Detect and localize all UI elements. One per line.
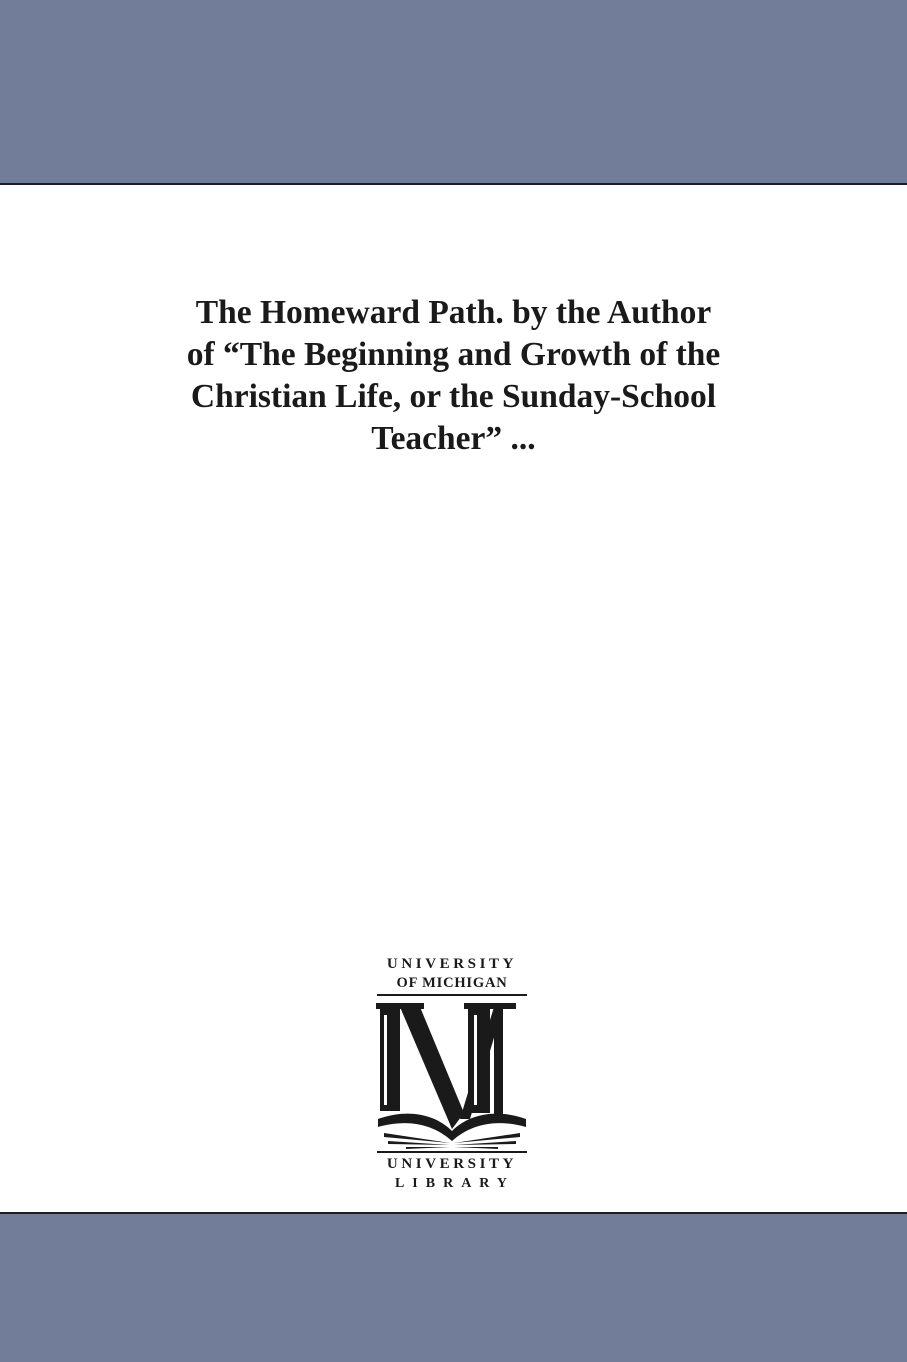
logo-text-university-top: UNIVERSITY xyxy=(386,956,518,972)
book-title xyxy=(60,292,847,460)
bottom-color-band xyxy=(0,1212,907,1362)
university-library-logo xyxy=(376,955,528,1195)
title-line: of “The Beginning and Growth of the xyxy=(186,336,721,373)
top-color-band xyxy=(0,0,907,185)
logo-text-university-bottom: UNIVERSITY xyxy=(386,1156,518,1172)
title-line: Christian Life, or the Sunday-School xyxy=(190,378,717,415)
logo-rule-bottom xyxy=(377,1151,527,1153)
university-of-michigan-m-book-icon xyxy=(376,1001,528,1151)
title-line: The Homeward Path. by the Author xyxy=(195,294,712,331)
logo-text-of-michigan: OF MICHIGAN xyxy=(396,975,508,991)
logo-text-library: LIBRARY xyxy=(394,1176,516,1191)
logo-rule-top xyxy=(377,994,527,996)
title-line: Teacher” ... xyxy=(371,420,536,457)
